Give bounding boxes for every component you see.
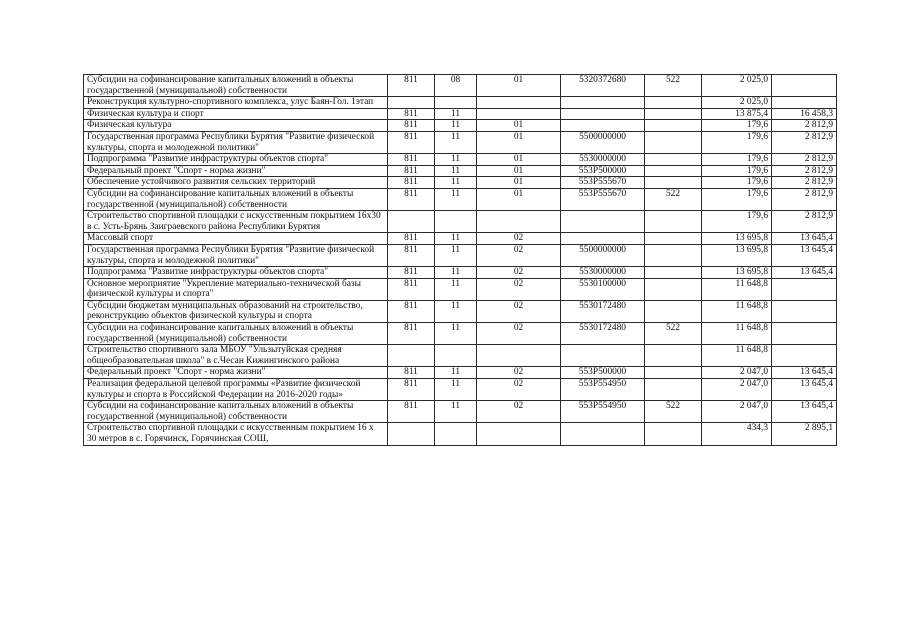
row-expense-type-cell (645, 177, 702, 189)
row-expense-type-cell (645, 233, 702, 245)
table-row (84, 323, 837, 345)
row-subsection-cell (477, 345, 561, 367)
row-sum-year2-cell: 16 458,3 (772, 108, 837, 120)
row-name-cell: Субсидии на софинансирование капитальных вложений в объекты государственной (муниципальной) собственности (84, 75, 388, 97)
table-row (84, 423, 837, 445)
row-subsection-cell: 01 (477, 131, 561, 153)
row-grbs-cell: 811 (388, 154, 435, 166)
row-section-cell: 11 (435, 401, 477, 423)
row-sum-year1-cell: 13 695,8 (702, 244, 772, 266)
row-sum-year2-cell: 2 812,9 (772, 131, 837, 153)
table-row (84, 401, 837, 423)
row-target-article-cell: 5530100000 (561, 278, 645, 300)
table-row (84, 75, 837, 97)
row-sum-year2-cell: 2 812,9 (772, 120, 837, 132)
row-target-article-cell: 553P555670 (561, 188, 645, 210)
row-grbs-cell: 811 (388, 367, 435, 379)
row-grbs-cell (388, 211, 435, 233)
row-name-cell: Физическая культура (84, 120, 388, 132)
row-target-article-cell: 5320372680 (561, 75, 645, 97)
row-subsection-cell: 02 (477, 401, 561, 423)
table-row (84, 165, 837, 177)
row-sum-year1-cell: 11 648,8 (702, 300, 772, 322)
row-sum-year2-cell: 13 645,4 (772, 267, 837, 279)
row-grbs-cell: 811 (388, 323, 435, 345)
row-target-article-cell: 553P555670 (561, 177, 645, 189)
row-grbs-cell: 811 (388, 244, 435, 266)
row-sum-year1-cell: 11 648,8 (702, 278, 772, 300)
row-grbs-cell: 811 (388, 300, 435, 322)
row-name-cell: Федеральный проект "Спорт - норма жизни" (84, 165, 388, 177)
row-target-article-cell (561, 345, 645, 367)
row-section-cell: 11 (435, 108, 477, 120)
table-row (84, 244, 837, 266)
row-sum-year1-cell: 2 047,0 (702, 379, 772, 401)
row-expense-type-cell: 522 (645, 75, 702, 97)
row-expense-type-cell (645, 300, 702, 322)
row-subsection-cell: 02 (477, 244, 561, 266)
row-expense-type-cell (645, 244, 702, 266)
row-grbs-cell: 811 (388, 278, 435, 300)
row-grbs-cell: 811 (388, 379, 435, 401)
row-subsection-cell: 01 (477, 75, 561, 97)
row-expense-type-cell (645, 97, 702, 109)
row-sum-year2-cell (772, 75, 837, 97)
row-sum-year2-cell: 13 645,4 (772, 379, 837, 401)
row-name-cell: Строительство спортивной площадки с искусственным покрытием 16х30 в с. Усть-Брянь Заиграевского района Республики Бурятия (84, 211, 388, 233)
row-name-cell: Субсидии на софинансирование капитальных вложений в объекты государственной (муниципальной) собственности (84, 323, 388, 345)
row-section-cell (435, 423, 477, 445)
row-section-cell (435, 97, 477, 109)
row-sum-year1-cell: 179,6 (702, 165, 772, 177)
table-row (84, 131, 837, 153)
row-sum-year2-cell (772, 300, 837, 322)
row-subsection-cell: 02 (477, 278, 561, 300)
row-sum-year2-cell (772, 97, 837, 109)
row-target-article-cell (561, 120, 645, 132)
row-section-cell: 11 (435, 188, 477, 210)
row-section-cell: 08 (435, 75, 477, 97)
row-section-cell: 11 (435, 154, 477, 166)
row-expense-type-cell: 522 (645, 188, 702, 210)
row-grbs-cell: 811 (388, 233, 435, 245)
row-expense-type-cell: 522 (645, 323, 702, 345)
row-section-cell: 11 (435, 323, 477, 345)
row-subsection-cell: 02 (477, 233, 561, 245)
row-name-cell: Реализация федеральной целевой программы «Развитие физической культуры и спорта в Российской Федерации на 2016-2020 годы» (84, 379, 388, 401)
table-row (84, 300, 837, 322)
row-name-cell: Государственная программа Республики Бурятия "Развитие физической культуры, спорта и молодежной политики" (84, 131, 388, 153)
row-sum-year1-cell: 434,3 (702, 423, 772, 445)
row-grbs-cell (388, 97, 435, 109)
row-sum-year1-cell: 13 695,8 (702, 267, 772, 279)
row-name-cell: Подпрограмма "Развитие инфраструктуры объектов спорта" (84, 267, 388, 279)
row-name-cell: Строительство спортивного зала МБОУ "Ульзытуйская средняя общеобразовательная школа" в с.Чесан Кижингинского района (84, 345, 388, 367)
row-expense-type-cell (645, 108, 702, 120)
row-sum-year1-cell: 179,6 (702, 154, 772, 166)
table-row (84, 367, 837, 379)
row-subsection-cell (477, 97, 561, 109)
row-target-article-cell (561, 211, 645, 233)
row-sum-year1-cell: 179,6 (702, 120, 772, 132)
row-name-cell: Физическая культура и спорт (84, 108, 388, 120)
row-name-cell: Основное мероприятие "Укрепление материально-технической базы физической культуры и спорта" (84, 278, 388, 300)
row-subsection-cell: 01 (477, 165, 561, 177)
table-body (84, 75, 837, 446)
row-section-cell: 11 (435, 244, 477, 266)
row-sum-year1-cell: 2 047,0 (702, 367, 772, 379)
row-sum-year2-cell (772, 278, 837, 300)
row-sum-year2-cell: 13 645,4 (772, 367, 837, 379)
budget-table (83, 74, 837, 446)
row-grbs-cell: 811 (388, 120, 435, 132)
row-section-cell: 11 (435, 379, 477, 401)
row-section-cell: 11 (435, 131, 477, 153)
row-sum-year2-cell: 2 895,1 (772, 423, 837, 445)
row-sum-year2-cell: 2 812,9 (772, 177, 837, 189)
row-grbs-cell (388, 345, 435, 367)
row-target-article-cell: 553P554950 (561, 401, 645, 423)
table-row (84, 97, 837, 109)
row-name-cell: Реконструкция культурно-спортивного комплекса, улус Баян-Гол. 1этап (84, 97, 388, 109)
row-sum-year2-cell: 2 812,9 (772, 165, 837, 177)
table-row (84, 188, 837, 210)
row-expense-type-cell (645, 267, 702, 279)
row-subsection-cell: 02 (477, 379, 561, 401)
row-section-cell (435, 345, 477, 367)
row-section-cell: 11 (435, 278, 477, 300)
row-subsection-cell (477, 423, 561, 445)
row-sum-year1-cell: 179,6 (702, 211, 772, 233)
row-grbs-cell: 811 (388, 131, 435, 153)
row-name-cell: Государственная программа Республики Бурятия "Развитие физической культуры, спорта и молодежной политики" (84, 244, 388, 266)
row-section-cell: 11 (435, 300, 477, 322)
row-name-cell: Строительство спортивной площадки с искусственным покрытием 16 х 30 метров в с. Горячинск, Горячинская СОШ, (84, 423, 388, 445)
row-grbs-cell: 811 (388, 401, 435, 423)
table-row (84, 345, 837, 367)
table-row (84, 278, 837, 300)
row-section-cell: 11 (435, 177, 477, 189)
table-row (84, 108, 837, 120)
row-subsection-cell: 02 (477, 367, 561, 379)
row-subsection-cell: 02 (477, 300, 561, 322)
row-target-article-cell (561, 97, 645, 109)
row-name-cell: Подпрограмма "Развитие инфраструктуры объектов спорта" (84, 154, 388, 166)
row-target-article-cell (561, 423, 645, 445)
table-row (84, 233, 837, 245)
row-sum-year2-cell (772, 323, 837, 345)
row-name-cell: Обеспечение устойчивого развития сельских территорий (84, 177, 388, 189)
row-sum-year1-cell: 2 025,0 (702, 75, 772, 97)
row-section-cell: 11 (435, 367, 477, 379)
row-section-cell: 11 (435, 267, 477, 279)
row-expense-type-cell (645, 367, 702, 379)
row-expense-type-cell (645, 379, 702, 401)
row-section-cell (435, 211, 477, 233)
row-sum-year1-cell: 179,6 (702, 131, 772, 153)
row-sum-year2-cell: 13 645,4 (772, 401, 837, 423)
row-target-article-cell: 5530172480 (561, 300, 645, 322)
row-sum-year1-cell: 11 648,8 (702, 345, 772, 367)
row-target-article-cell: 5500000000 (561, 244, 645, 266)
row-grbs-cell: 811 (388, 108, 435, 120)
row-sum-year2-cell: 2 812,9 (772, 211, 837, 233)
table-row (84, 379, 837, 401)
row-section-cell: 11 (435, 165, 477, 177)
row-target-article-cell: 5530000000 (561, 267, 645, 279)
row-target-article-cell: 553P500000 (561, 367, 645, 379)
row-sum-year1-cell: 11 648,8 (702, 323, 772, 345)
row-subsection-cell: 01 (477, 154, 561, 166)
table-row (84, 177, 837, 189)
row-expense-type-cell (645, 131, 702, 153)
row-expense-type-cell (645, 154, 702, 166)
row-expense-type-cell (645, 423, 702, 445)
table-row (84, 267, 837, 279)
row-target-article-cell: 5530172480 (561, 323, 645, 345)
row-name-cell: Федеральный проект "Спорт - норма жизни" (84, 367, 388, 379)
row-sum-year1-cell: 13 875,4 (702, 108, 772, 120)
row-expense-type-cell (645, 120, 702, 132)
table-row (84, 120, 837, 132)
row-name-cell: Массовый спорт (84, 233, 388, 245)
row-sum-year1-cell: 2 047,0 (702, 401, 772, 423)
row-sum-year2-cell: 2 812,9 (772, 188, 837, 210)
table-row (84, 211, 837, 233)
row-subsection-cell (477, 108, 561, 120)
row-grbs-cell: 811 (388, 165, 435, 177)
row-expense-type-cell (645, 211, 702, 233)
row-subsection-cell (477, 211, 561, 233)
row-subsection-cell: 02 (477, 323, 561, 345)
row-target-article-cell: 5500000000 (561, 131, 645, 153)
row-target-article-cell: 5530000000 (561, 154, 645, 166)
row-sum-year1-cell: 13 695,8 (702, 233, 772, 245)
row-target-article-cell: 553P500000 (561, 165, 645, 177)
row-sum-year2-cell: 13 645,4 (772, 244, 837, 266)
row-sum-year1-cell: 2 025,0 (702, 97, 772, 109)
row-subsection-cell: 02 (477, 267, 561, 279)
row-grbs-cell: 811 (388, 177, 435, 189)
row-subsection-cell: 01 (477, 120, 561, 132)
row-expense-type-cell: 522 (645, 401, 702, 423)
row-grbs-cell: 811 (388, 75, 435, 97)
row-target-article-cell: 553P554950 (561, 379, 645, 401)
row-target-article-cell (561, 108, 645, 120)
row-sum-year2-cell (772, 345, 837, 367)
row-expense-type-cell (645, 165, 702, 177)
row-grbs-cell: 811 (388, 267, 435, 279)
row-sum-year1-cell: 179,6 (702, 177, 772, 189)
row-expense-type-cell (645, 345, 702, 367)
row-section-cell: 11 (435, 233, 477, 245)
row-target-article-cell (561, 233, 645, 245)
row-sum-year2-cell: 2 812,9 (772, 154, 837, 166)
row-expense-type-cell (645, 278, 702, 300)
row-section-cell: 11 (435, 120, 477, 132)
row-grbs-cell: 811 (388, 188, 435, 210)
row-name-cell: Субсидии бюджетам муниципальных образований на строительство, реконструкцию объектов физической культуры и спорта (84, 300, 388, 322)
row-name-cell: Субсидии на софинансирование капитальных вложений в объекты государственной (муниципальной) собственности (84, 188, 388, 210)
row-subsection-cell: 01 (477, 188, 561, 210)
row-subsection-cell: 01 (477, 177, 561, 189)
row-sum-year1-cell: 179,6 (702, 188, 772, 210)
table-row (84, 154, 837, 166)
row-grbs-cell (388, 423, 435, 445)
row-name-cell: Субсидии на софинансирование капитальных вложений в объекты государственной (муниципальной) собственности (84, 401, 388, 423)
row-sum-year2-cell: 13 645,4 (772, 233, 837, 245)
